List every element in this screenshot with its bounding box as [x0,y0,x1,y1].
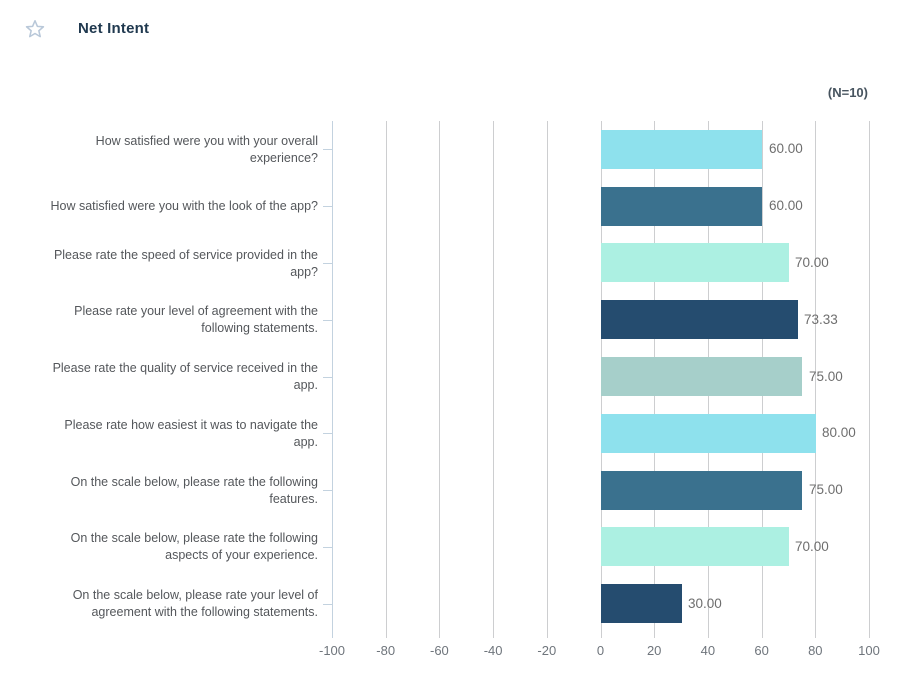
x-axis-tick [493,632,494,638]
bar[interactable] [601,187,762,226]
bar[interactable] [601,300,798,339]
category-label-text: Please rate how easiest it was to navigate the app. [64,417,318,449]
category-label-text: How satisfied were you with your overall experience? [95,133,318,165]
category-label [46,235,318,292]
x-axis-tick [547,632,548,638]
category-label [46,462,318,519]
x-axis-tick-label: -100 [318,643,346,658]
bar[interactable] [601,584,682,623]
gridline [386,121,387,632]
y-axis-tick [323,149,332,150]
x-axis-tick-label: -20 [537,643,557,658]
bar-value-label: 73.33 [804,312,838,327]
bar-value-label: 80.00 [822,425,856,440]
gridline [869,121,870,632]
bar-value-label: 75.00 [809,369,843,384]
category-label-text: On the scale below, please rate the following features. [70,474,318,506]
y-axis-tick [323,320,332,321]
category-label-text: How satisfied were you with the look of the app? [50,199,318,213]
bar[interactable] [601,527,789,566]
bar-value-label: 70.00 [795,255,829,270]
bar-value-label: 75.00 [809,482,843,497]
x-axis-tick-label: 100 [858,643,880,658]
category-label-text: On the scale below, please rate the following aspects of your experience. [70,530,318,562]
bar[interactable] [601,357,802,396]
x-axis-tick [654,632,655,638]
category-label [46,291,318,348]
category-label [46,121,318,178]
x-axis-tick-label: -80 [376,643,396,658]
y-axis-tick [323,206,332,207]
category-label [46,348,318,405]
category-label-text: Please rate the speed of service provided in the app? [53,247,318,279]
y-axis-tick [323,490,332,491]
x-axis-tick [708,632,709,638]
category-label-text: Please rate your level of agreement with the following statements. [74,303,318,335]
x-axis-tick-label: 20 [646,643,662,658]
y-axis-tick [323,377,332,378]
category-label-text: On the scale below, please rate your level of agreement with the following statements. [72,587,318,619]
x-axis-tick [332,632,333,638]
bar-value-label: 60.00 [769,198,803,213]
x-axis-tick-label: 80 [808,643,823,658]
bar[interactable] [601,471,802,510]
bar-value-label: 60.00 [769,141,803,156]
gridline [493,121,494,632]
bar[interactable] [601,243,789,282]
x-axis-tick [869,632,870,638]
y-axis-line [332,121,333,632]
y-axis-tick [323,263,332,264]
x-axis-tick [601,632,602,638]
x-axis-tick-label: 60 [754,643,769,658]
x-axis-tick [762,632,763,638]
bar[interactable] [601,414,816,453]
bar[interactable] [601,130,762,169]
x-axis-tick [815,632,816,638]
y-axis-tick [323,433,332,434]
category-label [46,178,318,235]
x-axis-tick [386,632,387,638]
bar-value-label: 30.00 [688,596,722,611]
category-label-text: Please rate the quality of service received in the app. [52,360,318,392]
gridline [547,121,548,632]
x-axis-tick-label: 0 [596,643,605,658]
sample-size-label: (N=10) [827,85,868,100]
bar-value-label: 70.00 [795,539,829,554]
y-axis-tick [323,604,332,605]
x-axis-tick-label: -60 [429,643,449,658]
y-axis-tick [323,547,332,548]
x-axis-tick-label: -40 [483,643,503,658]
category-label [46,575,318,632]
category-label [46,518,318,575]
category-label [46,405,318,462]
page-title: Net Intent [78,20,150,37]
x-axis-tick [439,632,440,638]
x-axis-tick-label: 40 [700,643,716,658]
gridline [439,121,440,632]
